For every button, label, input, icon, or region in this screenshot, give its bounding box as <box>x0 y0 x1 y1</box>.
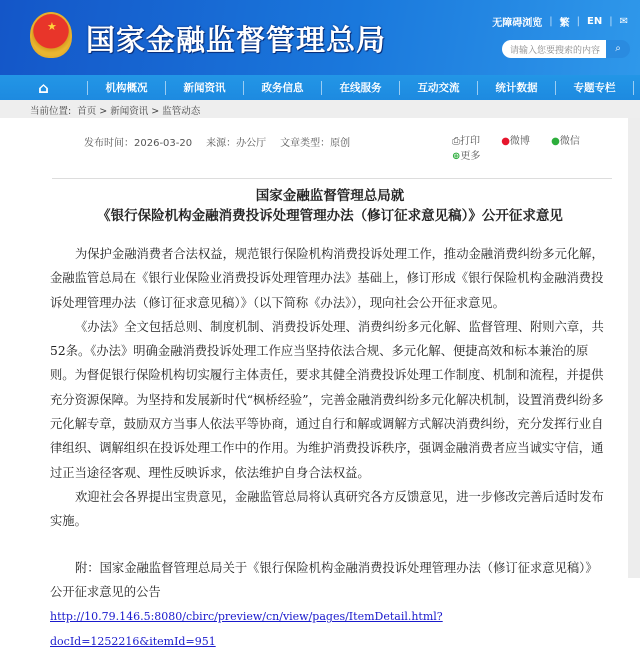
wechat-icon: ● <box>551 136 560 147</box>
attachment-text: 附：国家金融监督管理总局关于《银行保险机构金融消费投诉处理管理办法（修订征求意见稿）》公开征求意见的公告 <box>50 560 598 599</box>
main-nav <box>0 75 640 100</box>
nav-item-news[interactable]: 新闻资讯 <box>166 81 244 95</box>
top-links: 无障碍浏览 | 繁 | EN | ✉ <box>492 16 628 29</box>
breadcrumb-label: 当前位置: <box>30 106 72 117</box>
home-icon[interactable]: ⌂ <box>0 81 88 95</box>
wechat-button[interactable] <box>551 136 589 147</box>
nav-item-interaction[interactable]: 互动交流 <box>400 81 478 95</box>
search-icon[interactable]: ⌕ <box>606 40 630 58</box>
wechat-label: 微信 <box>559 136 580 147</box>
breadcrumb <box>0 100 640 118</box>
title-line-1: 国家金融监督管理总局就 <box>255 188 405 204</box>
title-line-2: 《银行保险机构金融消费投诉处理管理办法（修订征求意见稿）》公开征求意见 <box>97 208 563 224</box>
mail-icon[interactable]: ✉ <box>619 16 628 27</box>
english-link[interactable]: EN <box>587 16 603 27</box>
print-label: 打印 <box>460 136 480 147</box>
nav-item-topics[interactable]: 专题专栏 <box>556 81 634 95</box>
nav-item-affairs[interactable]: 政务信息 <box>244 81 322 95</box>
article-type: 文章类型：原创 <box>280 138 351 149</box>
paragraph: 为保护金融消费者合法权益，规范银行保险机构消费投诉处理工作，推动金融消费纠纷多元化解，金融监管总局在《银行业保险业消费投诉处理管理办法》基础上，修订形成《银行保险机构金融消费投诉处理管理办法（修订征求意见稿）》（以下简称《办法》），现向社会公开征求意见。 <box>50 247 604 310</box>
site-header <box>0 0 640 75</box>
national-emblem-logo: ★ <box>30 12 72 58</box>
paragraph: 欢迎社会各界提出宝贵意见，金融监管总局将认真研究各方反馈意见，进一步修改完善后适时发布实施。 <box>50 489 604 529</box>
search-input[interactable]: 请输入您要搜索的内容 <box>502 40 606 58</box>
more-button[interactable] <box>452 151 489 162</box>
page-side-strip <box>628 118 640 578</box>
breadcrumb-path[interactable]: 首页 > 新闻资讯 > 监管动态 <box>77 106 201 117</box>
publish-date: 发布时间：2026-03-20 <box>84 138 193 149</box>
accessibility-link[interactable]: 无障碍浏览 <box>492 18 543 29</box>
article-body <box>50 242 606 655</box>
article-title <box>40 186 620 226</box>
more-label: 更多 <box>460 151 481 162</box>
weibo-icon: ● <box>501 136 510 147</box>
print-button[interactable]: ⎙打印 <box>452 136 480 147</box>
traditional-chinese-link[interactable]: 繁 <box>559 18 570 29</box>
nav-item-about[interactable]: 机构概况 <box>88 81 166 95</box>
weibo-button[interactable] <box>501 136 539 147</box>
attachment-link[interactable]: http://10.79.146.5:8080/cbirc/preview/cn/view/pages/ItemDetail.html?docId=1252216&itemId=951 <box>50 610 443 649</box>
article-meta <box>84 134 350 149</box>
nav-item-services[interactable]: 在线服务 <box>322 81 400 95</box>
plus-icon: ⊕ <box>452 151 461 162</box>
site-title[interactable]: 国家金融监督管理总局 <box>86 23 387 57</box>
share-bar <box>452 134 607 164</box>
weibo-label: 微博 <box>509 136 530 147</box>
paragraph: 《办法》全文包括总则、制度机制、消费投诉处理、消费纠纷多元化解、监督管理、附则六章，共52条。《办法》明确金融消费投诉处理工作应当坚持依法合规、多元化解、便捷高效和标本兼治的原则。为督促银行保险机构切实履行主体责任，要求其健全消费投诉处理工作制度、机制和流程，并提供充分资源保障。为坚持和发展新时代“枫桥经验”，完善金融消费纠纷多元化解决机制，设置消费纠纷多元化解专章，鼓励双方当事人依法平等协商，通过自行和解或调解方式解决消费纠纷，充分发挥行业自律组织、调解组织在投诉处理工作中的作用。为维护消费投诉秩序，强调金融消费者应当诚实守信，通过正当途径客观、理性反映诉求，依法维护自身合法权益。 <box>50 319 604 480</box>
divider <box>52 178 612 179</box>
nav-item-statistics[interactable]: 统计数据 <box>478 81 556 95</box>
article-source: 来源：办公厅 <box>206 138 267 149</box>
